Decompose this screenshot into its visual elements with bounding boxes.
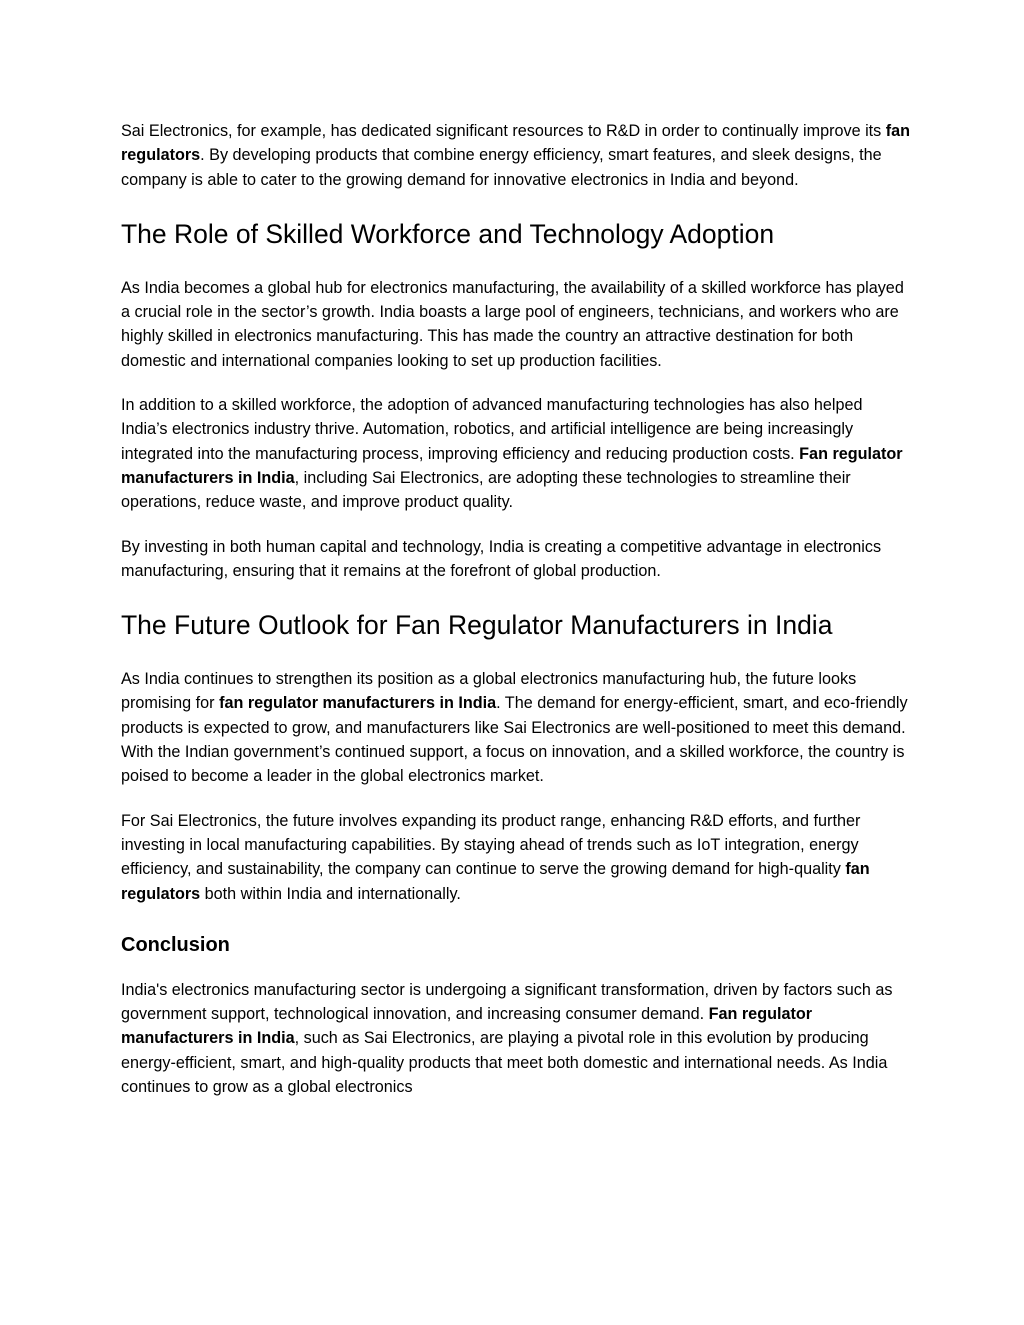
- paragraph-text: India's electronics manufacturing sector is undergoing a significant transformation, driven by factors such as government support, technological innovation, and increasing consumer demand.: [121, 980, 893, 1024]
- paragraph-future-promising: [121, 667, 911, 788]
- paragraph-text: In addition to a skilled workforce, the adoption of advanced manufacturing technologies has also helped India’s electronics industry thrive. Automation, robotics, and artificial intelligence are being increasingly integrated into the manufacturing process, improving efficiency and reducing production costs.: [121, 396, 863, 463]
- paragraph-text: . The demand for energy-efficient, smart, and eco-friendly products is expected to grow, and manufacturers like Sai Electronics are well-positioned to meet this demand. With the Indian government’s continued support, a focus on innovation, and a skilled workforce, the country is poised to become a leader in the global electronics market.: [121, 694, 908, 786]
- paragraph-sai-future: [121, 809, 911, 906]
- bold-keyword: Fan regulator manufacturers in India: [121, 444, 903, 487]
- paragraph-text: As India continues to strengthen its position as a global electronics manufacturing hub, the future looks promising for: [121, 670, 857, 713]
- paragraph-rnd: [121, 119, 911, 192]
- paragraph-conclusion: [121, 978, 911, 1099]
- paragraph-text: , such as Sai Electronics, are playing a pivotal role in this evolution by producing energy-efficient, smart, and high-quality products that meet both domestic and international needs. As India continues to grow as a global electronics: [121, 1029, 888, 1097]
- paragraph-text: . By developing products that combine energy efficiency, smart features, and sleek designs, the company is able to cater to the growing demand for innovative electronics in India and beyond.: [121, 146, 882, 189]
- paragraph-text: , including Sai Electronics, are adopting these technologies to streamline their operations, reduce waste, and improve product quality.: [121, 468, 851, 512]
- paragraph-workforce: As India becomes a global hub for electronics manufacturing, the availability of a skilled workforce has played a crucial role in the sector’s growth. India boasts a large pool of engineers, technicians, and workers who are highly skilled in electronics manufacturing. This has made the country an attractive destination for both domestic and international companies looking to set up production facilities.: [121, 278, 904, 370]
- paragraph-investing: By investing in both human capital and technology, India is creating a competitive advantage in electronics manufacturing, ensuring that it remains at the forefront of global production.: [121, 537, 882, 580]
- bold-keyword: fan regulators: [121, 860, 870, 903]
- paragraph-technology: [121, 393, 911, 514]
- bold-keyword: Fan regulator manufacturers in India: [121, 1005, 813, 1048]
- bold-keyword: fan regulator manufacturers in India: [219, 694, 497, 713]
- paragraph-text: both within India and internationally.: [200, 884, 461, 903]
- document-page: [121, 119, 911, 1099]
- heading-workforce: The Role of Skilled Workforce and Technology Adoption: [121, 218, 775, 249]
- bold-keyword: fan regulators: [121, 122, 911, 165]
- paragraph-text: Sai Electronics, for example, has dedicated significant resources to R&D in order to continually improve its: [121, 122, 886, 140]
- paragraph-text: For Sai Electronics, the future involves expanding its product range, enhancing R&D efforts, and further investing in local manufacturing capabilities. By staying ahead of trends such as IoT integration, energy efficiency, and sustainability, the company can continue to serve the growing demand for high-quality: [121, 811, 861, 879]
- heading-future-outlook: The Future Outlook for Fan Regulator Manufacturers in India: [121, 610, 833, 641]
- heading-conclusion: Conclusion: [121, 933, 230, 956]
